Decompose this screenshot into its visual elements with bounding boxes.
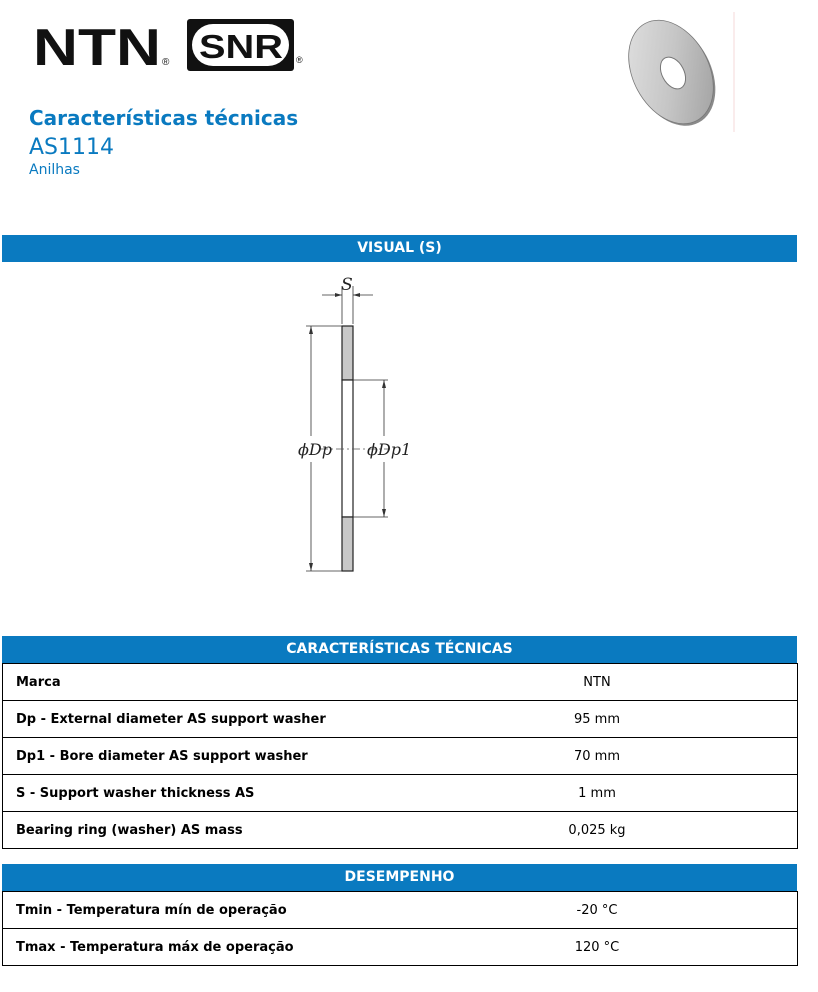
washer-image <box>622 12 742 134</box>
title-block <box>29 104 298 178</box>
ntn-logo-text: NTN <box>33 20 161 72</box>
spec-label: Bearing ring (washer) AS mass <box>3 812 398 849</box>
spec-value: NTN <box>397 664 798 701</box>
spec-value: 95 mm <box>397 701 798 738</box>
specs-table <box>2 663 798 849</box>
table-row <box>3 775 798 812</box>
product-code: AS1114 <box>29 135 115 160</box>
snr-logo <box>186 18 308 72</box>
spec-label: Tmin - Temperatura mín de operação <box>3 892 398 929</box>
table-row <box>3 929 798 966</box>
page-title: Características técnicas <box>29 106 299 130</box>
spec-label: Dp - External diameter AS support washer <box>3 701 398 738</box>
dimension-label-dp1: ϕDp1 <box>367 440 412 459</box>
product-category: Anilhas <box>29 162 80 178</box>
spec-value: -20 °C <box>397 892 798 929</box>
dimension-label-dp: ϕDp <box>298 440 332 459</box>
table-row <box>3 738 798 775</box>
spec-label: Tmax - Temperatura máx de operação <box>3 929 398 966</box>
performance-table <box>2 891 798 966</box>
performance-section-header: DESEMPENHO <box>2 864 797 891</box>
washer-dimension-diagram <box>290 268 440 584</box>
snr-logo-text: SNR <box>199 28 284 65</box>
spec-value: 70 mm <box>397 738 798 775</box>
spec-label: Dp1 - Bore diameter AS support washer <box>3 738 398 775</box>
specs-section-header: CARACTERÍSTICAS TÉCNICAS <box>2 636 797 663</box>
table-row <box>3 664 798 701</box>
spec-label: S - Support washer thickness AS <box>3 775 398 812</box>
table-row <box>3 701 798 738</box>
spec-value: 1 mm <box>397 775 798 812</box>
dimension-label-s: S <box>341 275 353 295</box>
table-row <box>3 892 798 929</box>
spec-value: 0,025 kg <box>397 812 798 849</box>
spec-value: 120 °C <box>397 929 798 966</box>
table-row <box>3 812 798 849</box>
snr-registered-mark: ® <box>296 55 303 65</box>
visual-section-header: VISUAL (S) <box>2 235 797 262</box>
ntn-logo <box>33 20 173 72</box>
ntn-registered-mark: ® <box>162 57 170 68</box>
spec-label: Marca <box>3 664 398 701</box>
